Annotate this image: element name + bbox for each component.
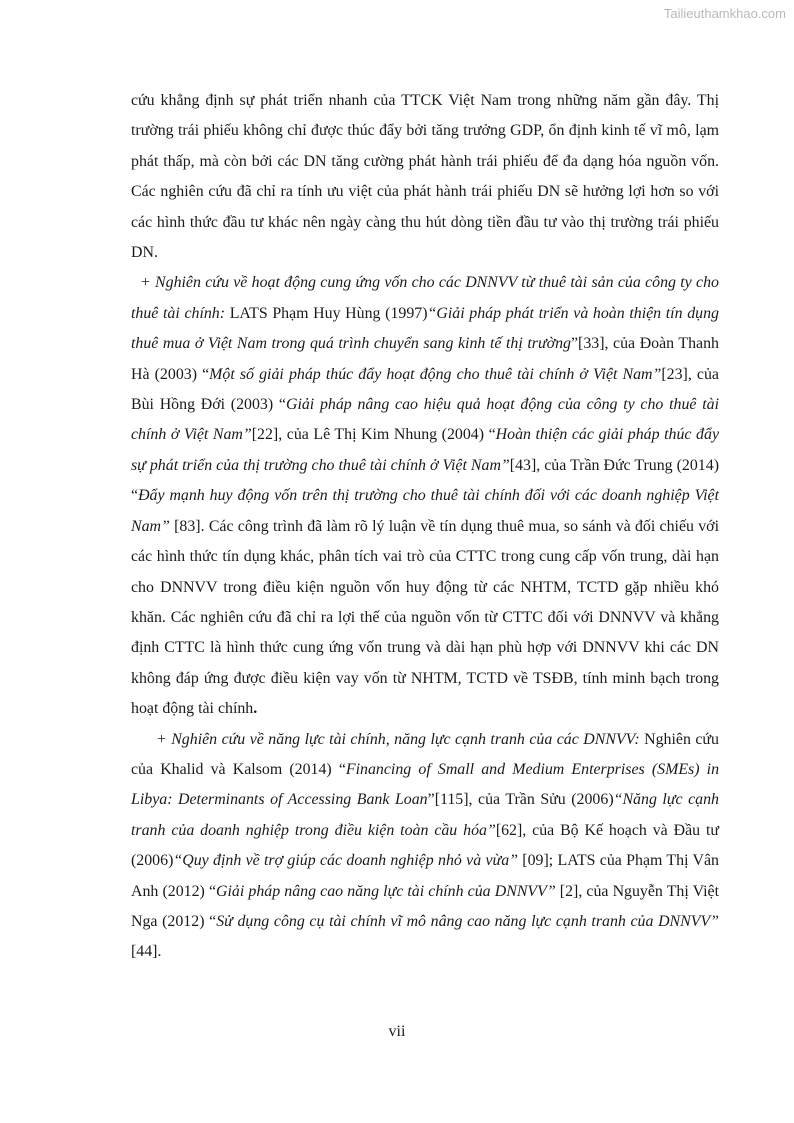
p2-text-1: LATS Phạm Huy Hùng (1997) (225, 304, 428, 322)
p1-text: cứu khẳng định sự phát triển nhanh của TTCK Việt Nam trong những năm gần đây. Thị trường trái phiếu không chỉ được thúc đẩy bởi tăng trưởng GDP, ổn định kinh tế vĩ mô, lạm phát thấp, mà còn bởi các DN tăng cường phát hành trái phiếu để đa dạng hóa nguồn vốn. Các nghiên cứu đã chỉ ra tính ưu việt của phát hành trái phiếu DN sẽ hưởng lợi hơn so với các hình thức đầu tư khác nên ngày càng thu hút dòng tiền đầu tư vào thị trường trái phiếu DN. (131, 92, 719, 262)
page-number: vii (388, 1023, 406, 1040)
p3-lead: + Nghiên cứu về năng lực tài chính, năng lực cạnh tranh của các DNNVV: (156, 730, 640, 748)
p3-text-5: [2], của Nguyễn Thị Việt Nga (2012) “ (131, 882, 720, 930)
p2-text-5: [43], của Trần Đức Trung (2014) “ (131, 456, 719, 505)
p3-text-4: [09]; LATS của Phạm Thị Vân Anh (2012) “ (131, 852, 719, 900)
p2-text-2: ”[33], của Đoàn Thanh Hà (2003) “ (131, 335, 719, 383)
paragraph-3 (131, 725, 719, 968)
p3-text-1: Nghiên cứu của Khalid và Kalsom (2014) “ (131, 730, 719, 778)
p3-text-3: [62], của Bộ Kế hoạch và Đầu tư (2006) (131, 821, 719, 870)
p3-title-2: “Năng lực cạnh tranh của doanh nghiệp trong điều kiện toàn cầu hóa” (131, 791, 720, 839)
p3-title-5: Sử dụng công cụ tài chính vĩ mô nâng cao năng lực cạnh tranh của DNNVV” (216, 912, 720, 930)
p2-title-5: Đẩy mạnh huy động vốn trên thị trường cho thuê tài chính đối với các doanh nghiệp Việt Nam” (131, 487, 719, 535)
p3-title-3: “Quy định về trợ giúp các doanh nghiệp nhỏ và vừa” (173, 852, 518, 870)
watermark-text: Tailieuthamkhao.com (663, 6, 786, 21)
p2-title-2: Một số giải pháp thúc đẩy hoạt động cho thuê tài chính ở Việt Nam” (209, 365, 662, 383)
p2-text-3: [23], của Bùi Hồng Đới (2003) “ (131, 365, 719, 414)
p2-lead: + Nghiên cứu về hoạt động cung ứng vốn cho các DNNVV từ thuê tài sản của công ty cho thuê tài chính: (131, 274, 719, 322)
p2-text-4: [22], của Lê Thị Kim Nhung (2004) “ (251, 426, 496, 444)
paragraph-1 (131, 86, 719, 268)
document-body (131, 86, 719, 968)
p2-text-6: [83]. Các công trình đã làm rõ lý luận về tín dụng thuê mua, so sánh và đối chiếu với các hình thức tín dụng khác, phân tích vai trò của CTTC trong cung cấp vốn trung, dài hạn cho DNNVV trong điều kiện nguồn vốn huy động từ các NHTM, TCTD gặp nhiều khó khăn. Các nghiên cứu đã chỉ ra lợi thế của nguồn vốn từ CTTC đối với DNNVV và khẳng định CTTC là hình thức cung ứng vốn trung và dài hạn phù hợp với DNNVV khi các DN không đáp ứng được điều kiện vay vốn từ NHTM, TCTD về TSĐB, tính minh bạch trong hoạt động tài chính (131, 517, 719, 718)
p2-title-1: “Giải pháp phát triển và hoàn thiện tín dụng thuê mua ở Việt Nam trong quá trình chuyển sang kinh tế thị trường (131, 304, 719, 353)
p3-text-6: [44]. (131, 943, 162, 961)
p2-title-3: Giải pháp nâng cao hiệu quả hoạt động của công ty cho thuê tài chính ở Việt Nam” (131, 396, 719, 444)
p2-title-4: Hoàn thiện các giải pháp thúc đẩy sự phát triển của thị trường cho thuê tài chính ở Việt Nam” (131, 426, 719, 474)
p3-text-2: ”[115], của Trần Sửu (2006) (427, 791, 614, 809)
paragraph-2 (131, 268, 719, 724)
p3-title-4: Giải pháp nâng cao năng lực tài chính của DNNVV” (216, 882, 556, 900)
p3-title-1: Financing of Small and Medium Enterprises (SMEs) in Libya: Determinants of Accessing Bank Loan (131, 760, 720, 809)
p2-end: . (253, 700, 258, 718)
